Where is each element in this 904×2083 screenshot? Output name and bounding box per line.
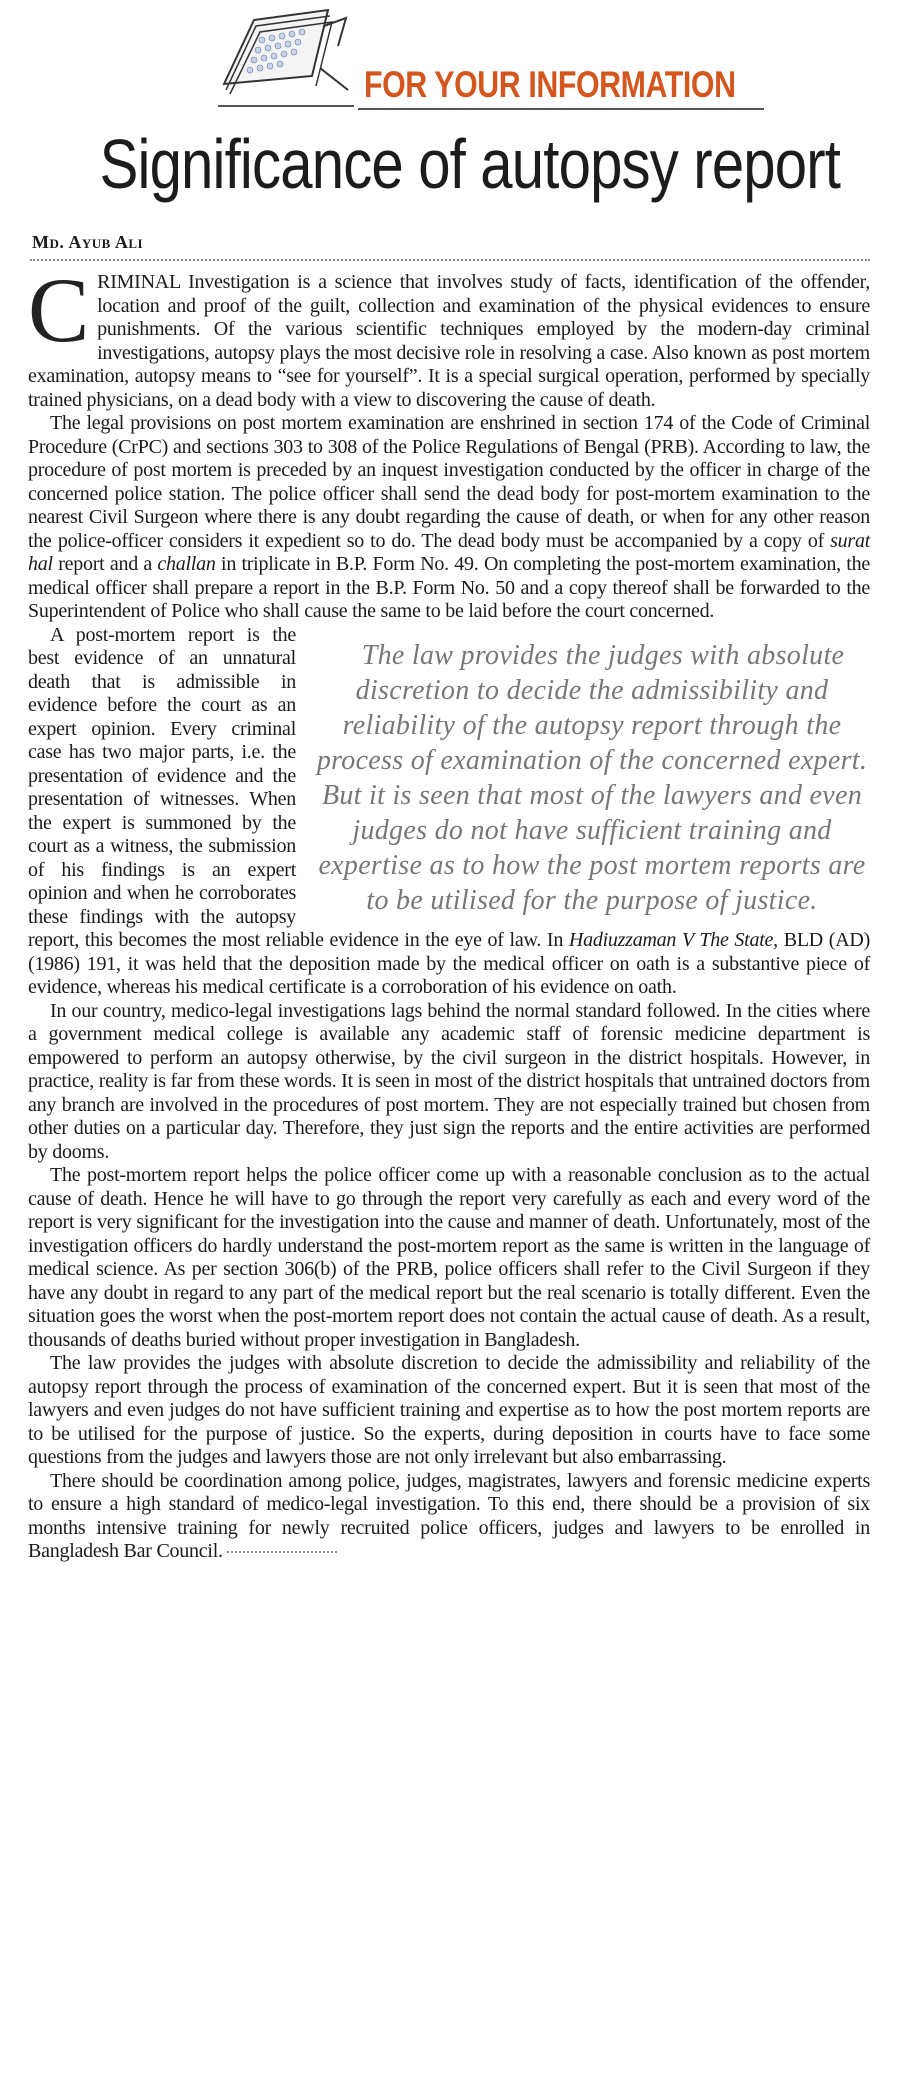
paragraph-4: In our country, medico-legal investigations lags behind the normal standard followed. In the cities where a government medical college is available any academic staff of forensic medicine department is empowered to perform an autopsy otherwise, by the civil surgeon in the district hospitals. However, in practice, reality is far from these words. It is seen in most of the district hospitals that untrained doctors from any branch are involved in the procedures of post mortem. They are not especially trained but chosen from other duties on a particular day. Therefore, they just sign the reports and the entire activities are performed by dooms.	[28, 999, 870, 1163]
section-header	[28, 0, 870, 118]
newspaper-clip-icon	[216, 6, 356, 110]
paragraph-7: There should be coordination among police, judges, magistrates, lawyers and forensic medicine experts to ensure a high standard of medico-legal investigation. To this end, there should be a provision of six months intensive training for newly recruited police officers, judges and lawyers to be enrolled in Bangladesh Bar Council.	[28, 1469, 870, 1562]
article-title: Significance of autopsy report	[99, 125, 841, 203]
end-rule	[227, 1551, 337, 1553]
section-kicker: FOR YOUR INFORMATION	[364, 64, 736, 105]
paragraph-1: CRIMINAL Investigation is a science that involves study of facts, identification of the offender, location and proof of the guilt, collection and examination of the physical evidences to ensure punishments. Of the various scientific techniques employed by the modern-day criminal investigations, autopsy plays the most decisive role in resolving a case. Also known as post mortem examination, autopsy means to “see for yourself”. It is a special surgical operation, performed by specially trained physicians, on a dead body with a view to discovering the cause of death.	[28, 259, 870, 411]
pull-quote: The law provides the judges with absolute discretion to decide the admissibility and reliability of the autopsy report through the process of examination of the concerned expert. But it is seen that most of the lawyers and even judges do not have sufficient training and expertise as to how the post mortem reports are to be utilised for the purpose of justice.	[316, 639, 868, 916]
drop-cap: C	[28, 259, 90, 361]
author-byline: Md. Ayub Ali	[32, 232, 144, 252]
byline-divider	[30, 259, 870, 261]
paragraph-2: The legal provisions on post mortem examination are enshrined in section 174 of the Code of Criminal Procedure (CrPC) and sections 303 to 308 of the Police Regulations of Bengal (PRB). According to law, the procedure of post mortem is preceded by an inquest investigation conducted by the officer in charge of the concerned police station. The police officer shall send the dead body for post-mortem examination to the nearest Civil Surgeon where there is any doubt regarding the cause of death, or when for any other reason the police-officer considers it expedient so to do. The dead body must be accompanied by a copy of surat hal report and a challan in triplicate in B.P. Form No. 49. On completing the post-mortem examination, the medical officer shall prepare a report in the B.P. Form No. 50 and a copy thereof shall be forwarded to the Superintendent of Police who shall cause the same to be laid before the court concerned.	[28, 412, 870, 622]
paragraph-6: The law provides the judges with absolute discretion to decide the admissibility and reliability of the autopsy report through the process of examination of the concerned expert. But it is seen that most of the lawyers and even judges do not have sufficient training and expertise as to how the post mortem reports are to be utilised for the purpose of justice. So the experts, during deposition in courts have to face some questions from the judges and lawyers those are not only irrelevant but also embarrassing.	[28, 1352, 870, 1468]
kicker-underline	[358, 108, 764, 110]
article-body	[28, 259, 870, 1564]
paragraph-3: The law provides the judges with absolute discretion to decide the admissibility and reliability of the autopsy report through the process of examination of the concerned expert. But it is seen that most of the lawyers and even judges do not have sufficient training and expertise as to how the post mortem reports are to be utilised for the purpose of justice. A post-mortem report is the best evidence of an unnatural death that is admissible in evidence before the court as an expert opinion. Every criminal case has two major parts, i.e. the presentation of evidence and the presentation of witnesses. When the expert is summoned by the court as a witness, the submission of his findings is an expert opinion and when he corroborates these findings with the autopsy report, this becomes the most reliable evidence in the eye of law. In Hadiuzzaman V The State, BLD (AD) (1986) 191, it was held that the deposition made by the medical officer on oath is a substantive piece of evidence, whereas his medical certificate is a corroboration of his evidence on oath.	[28, 623, 870, 998]
paragraph-5: The post-mortem report helps the police officer come up with a reasonable conclusion as to the actual cause of death. Hence he will have to go through the report very carefully as each and every word of the report is very significant for the investigation into the cause and manner of death. Unfortunately, most of the investigation officers do hardly understand the post-mortem report as the same is written in the language of medical science. As per section 306(b) of the PRB, police officers shall refer to the Civil Surgeon if they have any doubt in regard to any part of the medical report but the real scenario is totally different. Even the situation goes the worst when the post-mortem report does not contain the actual cause of death. As a result, thousands of deaths buried without proper investigation in Bangladesh.	[28, 1164, 870, 1351]
